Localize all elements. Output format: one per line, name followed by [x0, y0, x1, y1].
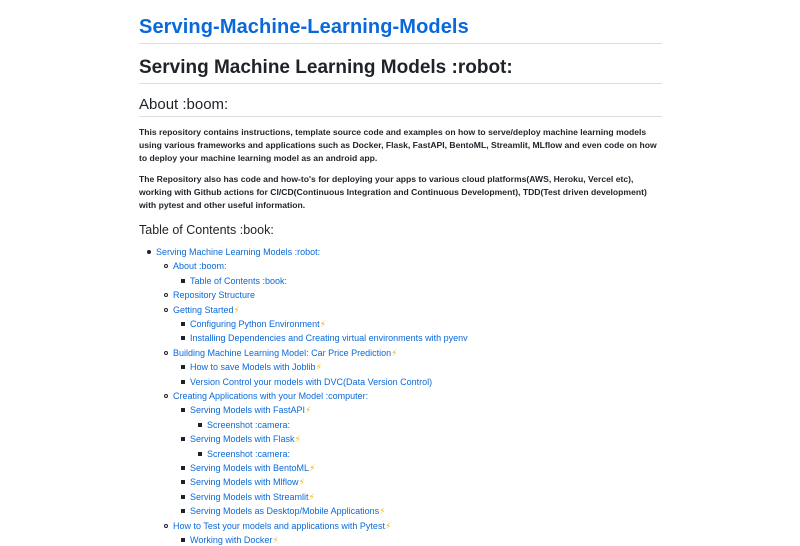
toc-bullet [181, 509, 185, 513]
about-paragraph-2: The Repository also has code and how-to's for deploying your apps to various cloud platforms(AWS, Heroku, Vercel etc), working with Github actions for CI/CD(Continuous Integration and Continuous Development), TDD(Test driven development) with pytest and other useful information. [139, 174, 647, 210]
toc-bullet [181, 495, 185, 499]
divider [139, 116, 662, 117]
toc-link[interactable] [173, 260, 227, 272]
toc-link-label: About :boom: [173, 261, 227, 271]
toc-link-label: Serving Models with BentoML [190, 463, 310, 473]
lightning-icon: ⚡ [379, 506, 386, 516]
toc-link[interactable] [190, 462, 315, 474]
toc-link[interactable] [173, 347, 397, 359]
toc-link-label: Serving Models with Flask [190, 434, 295, 444]
toc-link-label: Working with Docker [190, 535, 273, 545]
toc-link[interactable] [173, 390, 368, 402]
lightning-icon: ⚡ [272, 535, 279, 545]
toc-link-label: Serving Models as Desktop/Mobile Applications [190, 506, 380, 516]
toc-link[interactable] [190, 376, 432, 388]
toc-bullet [181, 365, 185, 369]
repo-title-link[interactable]: Serving-Machine-Learning-Models [139, 16, 469, 38]
toc-bullet [164, 351, 168, 355]
toc-link[interactable] [190, 332, 468, 344]
toc-bullet [198, 423, 202, 427]
about-paragraph-1: This repository contains instructions, template source code and examples on how to serve/deploy machine learning models using various frameworks and applications such as Docker, Flask, FastAPI, BentoML, Streamlit, MLflow and even code on how to deploy your machine learning model as an android app. [139, 127, 657, 163]
toc-link[interactable] [190, 505, 385, 517]
toc-link[interactable] [190, 404, 311, 416]
toc-link[interactable] [156, 246, 320, 258]
lightning-icon: ⚡ [298, 477, 305, 487]
lightning-icon: ⚡ [384, 521, 392, 531]
toc-link[interactable] [190, 318, 326, 330]
toc-bullet [181, 466, 185, 470]
lightning-icon: ⚡ [319, 319, 326, 329]
toc-link[interactable] [173, 289, 255, 301]
toc-link[interactable] [173, 304, 240, 316]
toc-bullet [164, 524, 168, 528]
toc-link-label: Serving Models with Mlflow [190, 477, 299, 487]
toc-link-label: Getting Started [173, 305, 234, 315]
toc-link[interactable] [190, 361, 322, 373]
toc-link-label: Building Machine Learning Model: Car Price Prediction [173, 348, 392, 358]
toc-link-label: Repository Structure [173, 290, 256, 300]
lightning-icon: ⚡ [233, 305, 240, 315]
toc-bullet [164, 394, 168, 398]
lightning-icon: ⚡ [294, 434, 301, 444]
toc-link[interactable] [190, 476, 305, 488]
toc-link[interactable] [190, 433, 301, 445]
toc-bullet [181, 437, 185, 441]
lightning-icon: ⚡ [309, 463, 316, 473]
toc-link[interactable] [173, 520, 391, 532]
toc-link-label: Screenshot :camera: [207, 449, 291, 459]
toc-link[interactable] [207, 448, 290, 460]
toc-bullet [164, 308, 168, 312]
divider [139, 83, 662, 84]
toc-bullet [181, 336, 185, 340]
toc-link-label: Serving Machine Learning Models :robot: [156, 247, 321, 257]
lightning-icon: ⚡ [391, 348, 398, 358]
toc-link-label: Serving Models with Streamlit [190, 492, 309, 502]
toc-link-label: How to Test your models and applications with Pytest [173, 521, 385, 531]
toc-bullet [181, 279, 185, 283]
toc-link-label: Table of Contents :book: [190, 276, 288, 286]
toc-link[interactable] [190, 275, 287, 287]
toc-link-label: Installing Dependencies and Creating virtual environments with pyenv [190, 333, 468, 343]
page-title: Serving Machine Learning Models :robot: [139, 57, 513, 78]
about-heading: About :boom: [139, 96, 229, 113]
lightning-icon: ⚡ [305, 405, 312, 415]
toc-bullet [181, 408, 185, 412]
toc-bullet [198, 452, 202, 456]
toc-link-label: Version Control your models with DVC(Data Version Control) [190, 377, 433, 387]
toc-bullet [181, 480, 185, 484]
toc-link-label: Creating Applications with your Model :computer: [173, 391, 369, 401]
toc-bullet [147, 250, 151, 254]
lightning-icon: ⚡ [315, 362, 322, 372]
toc-link[interactable] [190, 534, 279, 546]
toc-bullet [164, 264, 168, 268]
toc-bullet [181, 322, 185, 326]
toc-link-label: How to save Models with Joblib [190, 362, 316, 372]
toc-bullet [181, 380, 185, 384]
toc-link[interactable] [207, 419, 290, 431]
lightning-icon: ⚡ [308, 492, 315, 502]
toc-link-label: Configuring Python Environment [190, 319, 320, 329]
toc-heading: Table of Contents :book: [139, 223, 274, 237]
toc-link[interactable] [190, 491, 315, 503]
toc-link-label: Screenshot :camera: [207, 420, 291, 430]
toc-link-label: Serving Models with FastAPI [190, 405, 306, 415]
toc-bullet [181, 538, 185, 542]
toc-bullet [164, 293, 168, 297]
divider [139, 43, 662, 44]
